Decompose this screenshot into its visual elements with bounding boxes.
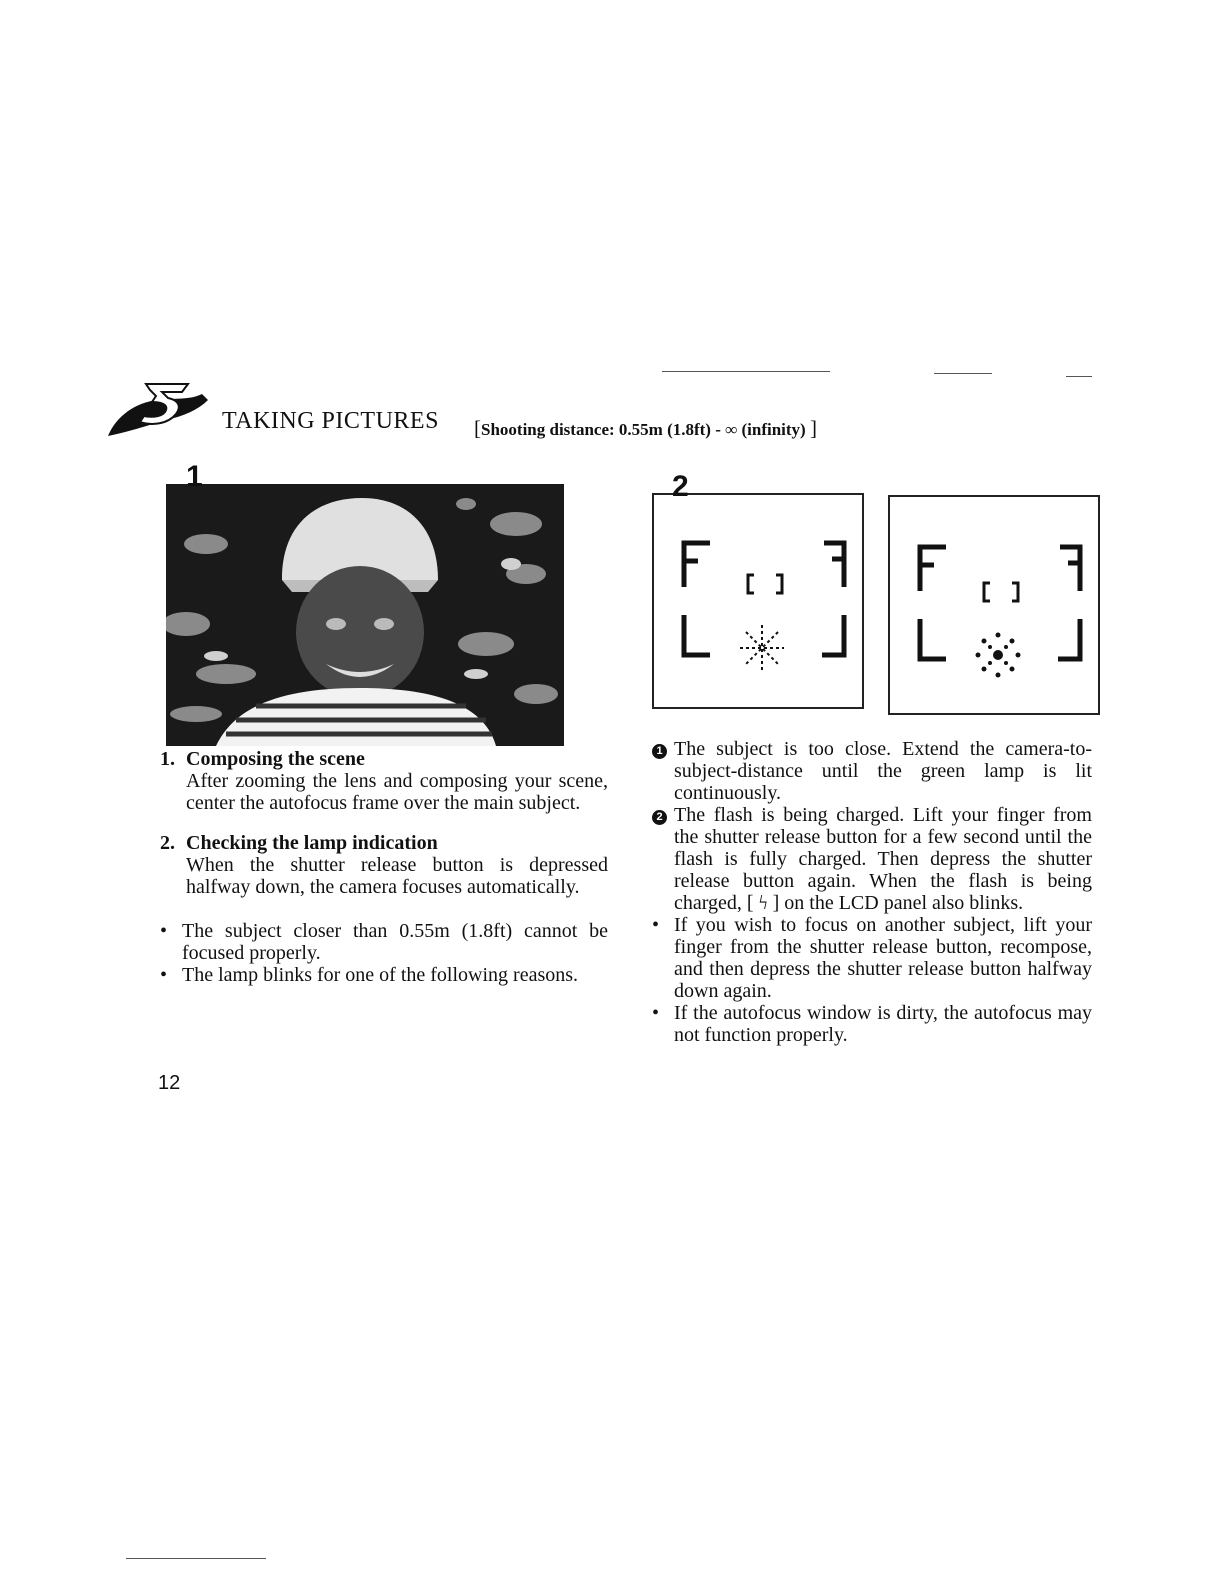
bullet-text: The lamp blinks for one of the following reasons. xyxy=(182,964,579,986)
list-item xyxy=(652,1002,1092,1046)
bullet-icon: • xyxy=(160,964,168,986)
figure-1-number: 1 xyxy=(186,460,203,493)
page-title: TAKING PICTURES xyxy=(222,408,439,434)
viewfinder-frame-blink-icon xyxy=(654,495,862,707)
viewfinder-panel-flash-charging xyxy=(888,495,1100,715)
left-column xyxy=(160,748,608,986)
top-rule-1 xyxy=(662,371,830,372)
circled-number-1-icon: 1 xyxy=(652,744,667,759)
subtitle-text: Shooting distance: 0.55m (1.8ft) - ∞ (infinity) xyxy=(481,420,806,439)
bullet-icon: • xyxy=(160,920,168,942)
circled-number-2-icon: 2 xyxy=(652,810,667,825)
bottom-rule xyxy=(126,1558,266,1559)
step-1-title: Composing the scene xyxy=(186,748,365,770)
step-2-body: When the shutter release button is depressed halfway down, the camera focuses automatically. xyxy=(186,854,608,898)
bullet-text: The subject closer than 0.55m (1.8ft) cannot be focused properly. xyxy=(182,920,608,964)
subtitle-close-bracket: ] xyxy=(809,416,817,440)
chapter-3-logo-icon xyxy=(106,376,210,440)
bullet-text: If you wish to focus on another subject, lift your finger from the shutter release button, recompose, and then depress the shutter release button halfway down again. xyxy=(674,914,1092,1002)
list-item xyxy=(160,964,608,986)
page-number: 12 xyxy=(158,1072,181,1094)
step-2-title: Checking the lamp indication xyxy=(186,832,438,854)
step-1-number: 1. xyxy=(160,748,175,770)
step-2-heading xyxy=(160,832,608,854)
bullet-icon: • xyxy=(652,914,660,936)
viewfinder-frame-charging-icon xyxy=(890,497,1098,713)
reason-marker xyxy=(652,804,674,914)
list-item xyxy=(652,804,1092,914)
bullet-icon: • xyxy=(652,1002,660,1024)
top-rule-2 xyxy=(934,373,992,374)
figure-2-number: 2 xyxy=(672,470,689,503)
step-1-body: After zooming the lens and composing your scene, center the autofocus frame over the main subject. xyxy=(186,770,608,814)
shooting-distance-subtitle xyxy=(474,416,817,441)
reason-text: The subject is too close. Extend the camera-to-subject-distance until the green lamp is lit continuously. xyxy=(674,738,1092,804)
step-2-number: 2. xyxy=(160,832,175,854)
reason-text: The flash is being charged. Lift your finger from the shutter release button for a few second until the flash is fully charged. Then depress the shutter release button again. When the flash is being charged, [ ϟ ] on the LCD panel also blinks. xyxy=(674,804,1092,914)
bullet-text: If the autofocus window is dirty, the autofocus may not function properly. xyxy=(674,1002,1092,1046)
top-rule-3 xyxy=(1066,376,1092,377)
right-column xyxy=(652,738,1092,1046)
list-item xyxy=(652,914,1092,1002)
reason-marker xyxy=(652,738,674,804)
boy-photo-image xyxy=(166,484,564,746)
step-1-heading xyxy=(160,748,608,770)
list-item xyxy=(652,738,1092,804)
list-item xyxy=(160,920,608,964)
viewfinder-panel-close-subject xyxy=(652,493,864,709)
subtitle-open-bracket: [ xyxy=(474,416,481,440)
